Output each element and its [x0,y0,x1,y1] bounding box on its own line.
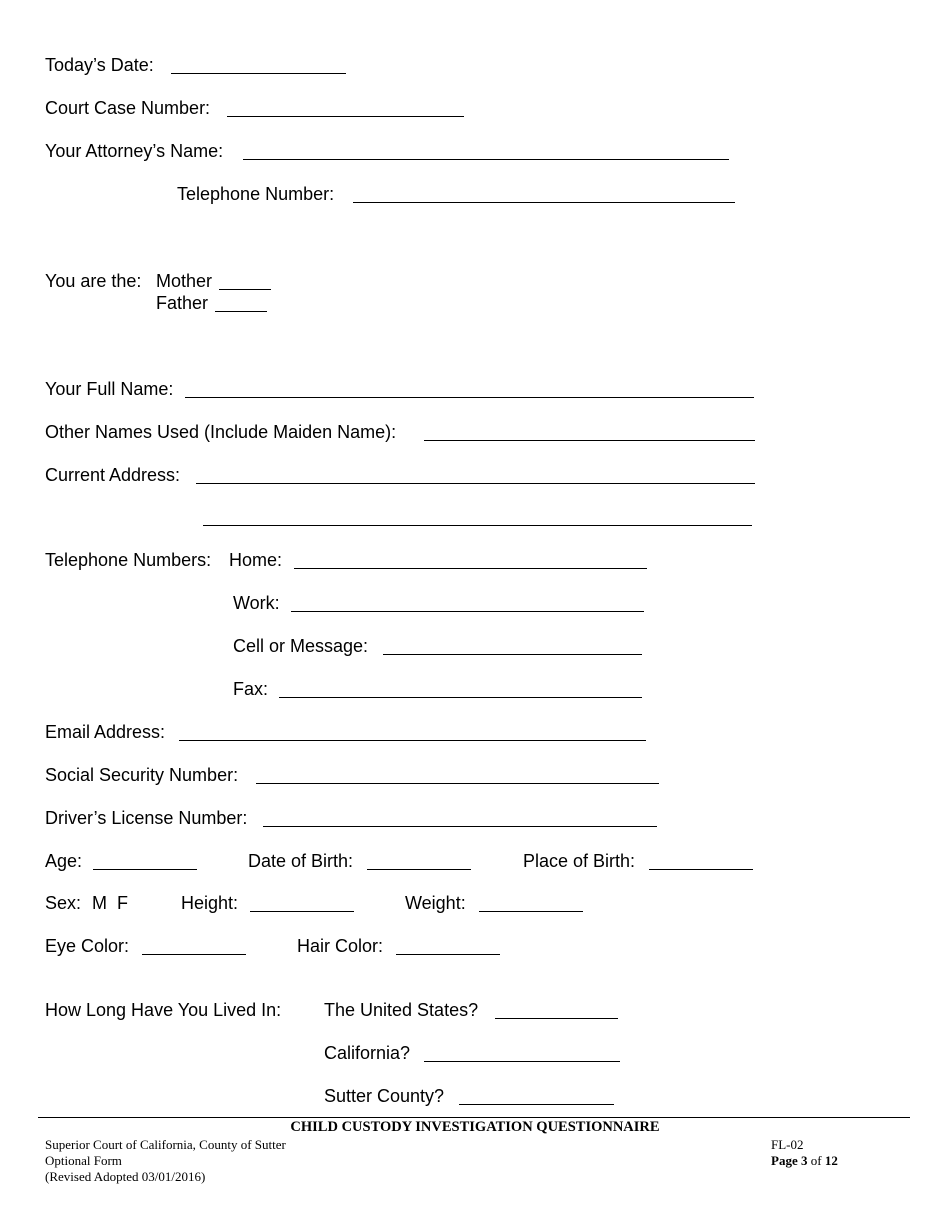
cell-phone-label: Cell or Message: [233,636,369,656]
work-phone-label: Work: [233,593,280,613]
hair-color-field[interactable] [396,954,500,955]
age-label: Age: [45,851,83,871]
dob-label: Date of Birth: [248,851,354,871]
dob-field[interactable] [367,869,471,870]
email-label: Email Address: [45,722,166,742]
fax-label: Fax: [233,679,269,699]
page-number: 3 [800,1153,808,1168]
california-field[interactable] [424,1061,620,1062]
cell-phone-field[interactable] [383,654,642,655]
drivers-license-label: Driver’s License Number: [45,808,248,828]
optional-form-label: Optional Form [45,1153,122,1168]
weight-field[interactable] [479,911,583,912]
current-address-label: Current Address: [45,465,181,485]
form-title: CHILD CUSTODY INVESTIGATION QUESTIONNAIRE [290,1119,660,1135]
ssn-field[interactable] [256,783,659,784]
drivers-license-field[interactable] [263,826,657,827]
father-field[interactable] [215,311,267,312]
hair-color-label: Hair Color: [297,936,384,956]
current-address-field-line-2[interactable] [203,525,752,526]
attorney-name-field[interactable] [243,159,729,160]
email-field[interactable] [179,740,646,741]
mother-field[interactable] [219,289,271,290]
united-states-label: The United States? [324,1000,479,1020]
footer-rule [38,1117,910,1118]
telephone-numbers-label: Telephone Numbers: [45,550,212,570]
current-address-field[interactable] [196,483,755,484]
form-id: FL-02 [771,1137,804,1152]
revision-date: (Revised Adopted 03/01/2016) [45,1169,206,1184]
todays-date-field[interactable] [171,73,346,74]
other-names-label: Other Names Used (Include Maiden Name): [45,422,397,442]
full-name-field[interactable] [185,397,754,398]
page-word: Page [771,1153,798,1168]
you-are-the-label: You are the: [45,271,142,291]
eye-color-field[interactable] [142,954,246,955]
attorney-name-label: Your Attorney’s Name: [45,141,224,161]
eye-color-label: Eye Color: [45,936,130,956]
weight-label: Weight: [405,893,466,913]
attorney-telephone-field[interactable] [353,202,735,203]
of-word: of [810,1153,822,1168]
sex-options[interactable]: M F [92,893,128,913]
court-case-number-label: Court Case Number: [45,98,211,118]
sex-label: Sex: [45,893,82,913]
court-case-number-field[interactable] [227,116,464,117]
page-total: 12 [824,1153,838,1168]
work-phone-field[interactable] [291,611,644,612]
home-phone-label: Home: [229,550,283,570]
fax-field[interactable] [279,697,642,698]
todays-date-label: Today’s Date: [45,55,154,75]
age-field[interactable] [93,869,197,870]
court-name: Superior Court of California, County of Sutter [45,1137,286,1152]
sutter-county-field[interactable] [459,1104,614,1105]
place-of-birth-label: Place of Birth: [523,851,636,871]
page-indicator [771,1153,838,1169]
height-field[interactable] [250,911,354,912]
mother-label: Mother [156,271,213,291]
father-label: Father [156,293,209,313]
other-names-field[interactable] [424,440,755,441]
california-label: California? [324,1043,411,1063]
sutter-county-label: Sutter County? [324,1086,445,1106]
attorney-telephone-label: Telephone Number: [177,184,335,204]
height-label: Height: [181,893,239,913]
place-of-birth-field[interactable] [649,869,753,870]
full-name-label: Your Full Name: [45,379,174,399]
ssn-label: Social Security Number: [45,765,239,785]
how-long-label: How Long Have You Lived In: [45,1000,282,1020]
home-phone-field[interactable] [294,568,647,569]
united-states-field[interactable] [495,1018,618,1019]
